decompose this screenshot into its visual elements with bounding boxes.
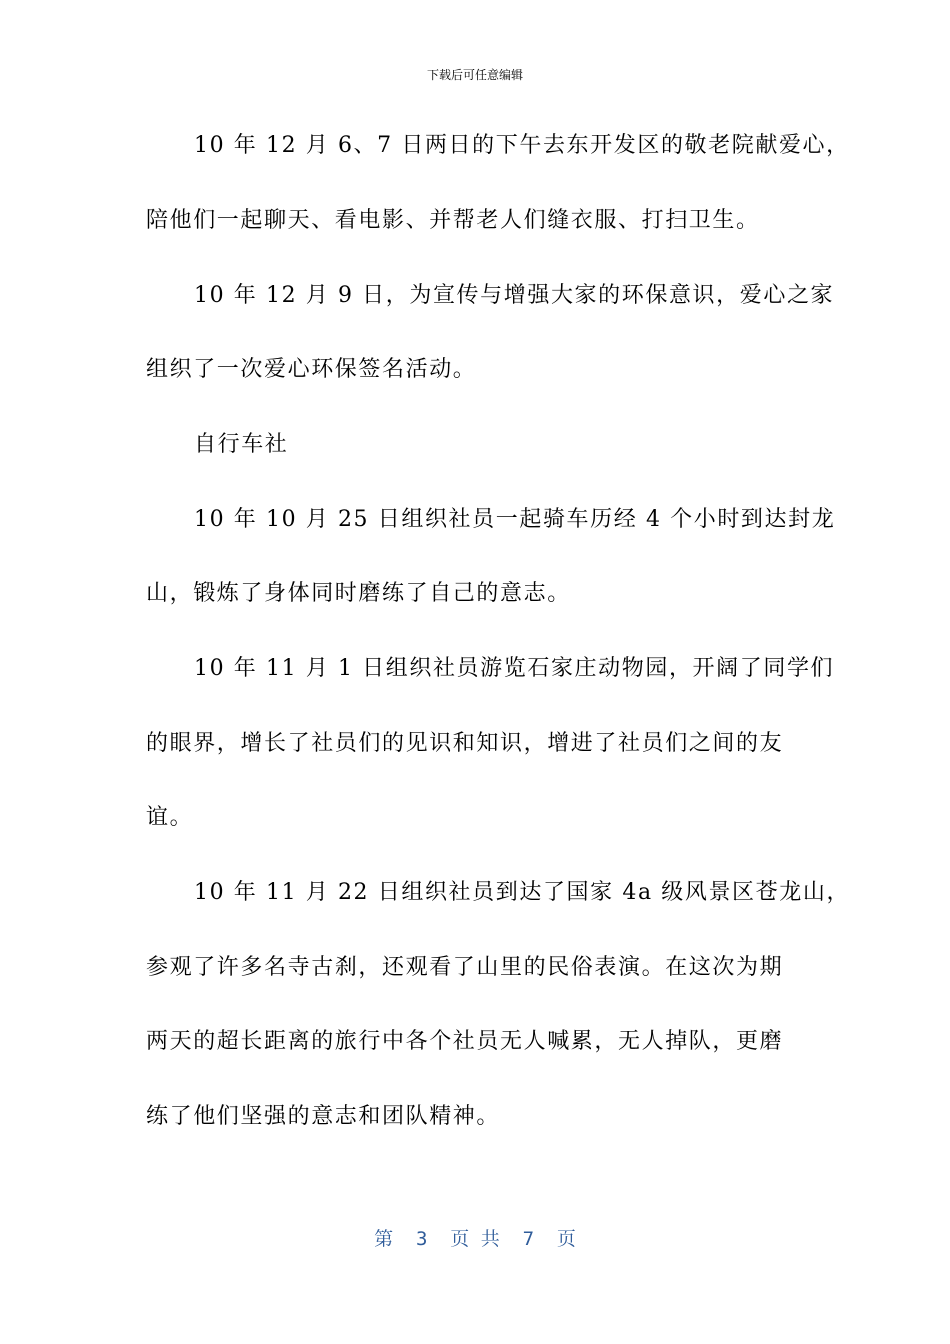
paragraph-line: 练了他们坚强的意志和团队精神。 xyxy=(146,1104,501,1129)
paragraph-line: 的眼界，增长了社员们的见识和知识，增进了社员们之间的友 xyxy=(146,731,784,756)
page-number-footer: 第 3 页 共 7 页 xyxy=(374,1228,576,1250)
paragraph-line: 10 年 11 月 1 日组织社员游览石家庄动物园，开阔了同学们 xyxy=(194,656,835,681)
paragraph-line: 10 年 10 月 25 日组织社员一起骑车历经 4 个小时到达封龙 xyxy=(194,507,836,532)
paragraph-line: 组织了一次爱心环保签名活动。 xyxy=(146,357,477,382)
paragraph-line: 山，锻炼了身体同时磨练了自己的意志。 xyxy=(146,581,571,606)
section-heading: 自行车社 xyxy=(194,432,289,457)
paragraph-line: 两天的超长距离的旅行中各个社员无人喊累，无人掉队，更磨 xyxy=(146,1029,784,1054)
paragraph-line: 陪他们一起聊天、看电影、并帮老人们缝衣服、打扫卫生。 xyxy=(146,208,760,233)
paragraph-line: 谊。 xyxy=(146,805,194,830)
paragraph-line: 参观了许多名寺古刹，还观看了山里的民俗表演。在这次为期 xyxy=(146,955,784,980)
paragraph-line: 10 年 12 月 6、7 日两日的下午去东开发区的敬老院献爱心， xyxy=(194,133,850,158)
paragraph-line: 10 年 11 月 22 日组织社员到达了国家 4a 级风景区苍龙山， xyxy=(194,880,851,905)
paragraph-line: 10 年 12 月 9 日，为宣传与增强大家的环保意识，爱心之家 xyxy=(194,283,835,308)
page-header-note: 下载后可任意编辑 xyxy=(426,68,523,82)
